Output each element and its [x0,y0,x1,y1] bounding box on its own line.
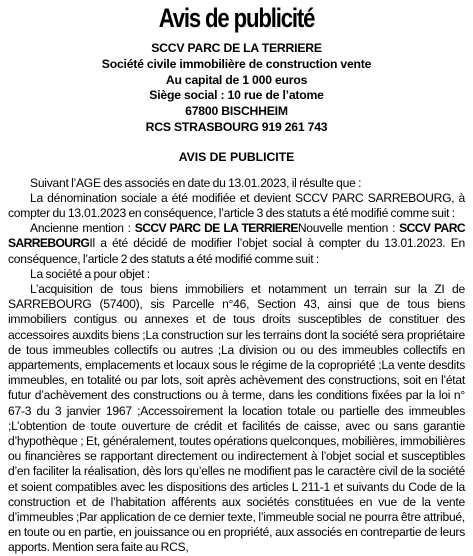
company-header [8,41,465,136]
new-mention-label: Nouvelle mention : [297,221,400,236]
notice-body [8,176,465,556]
company-name: SCCV PARC DE LA TERRIERE [151,41,322,55]
paragraph-mentions [8,221,465,267]
section-heading: AVIS DE PUBLICITE [178,149,295,164]
notice-title: Avis de publicité [158,3,315,33]
paragraph-object-details: L’acquisition de tous biens immobiliers et notamment un terrain sur la ZI de SARREBOURG (57400), sis Parcelle n°46, Section 43, ainsi que de tous biens immobiliers contigus ou annexes et de tous droits susceptibles de constituer des accessoires auxdits biens ;La construction sur les terrains dont la société sera propriétaire de tous immeubles collectifs ou autres ;La division ou ou des immeubles collectifs en appartements, emplacements et locaux sous le régime de la copropriété ;La vente desdits immeubles, en totalité ou par lots, soit après achèvement des constructions, soit en l’état futur d’achèvement des constructions ou à terme, dans les conditions fixées par la loi n° 67-3 du 3 janvier 1967 ;Accessoirement la location totale ou partielle des immeubles ;L’obtention de toute ouverture de crédit et facilités de caisse, avec ou sans garantie d’hypothèque ; Et, généralement, toutes opérations quelconques, mobilières, immobilières ou financières se rapportant directement ou indirectement à l’objet social et susceptibles d’en faciliter la réalisation, dès lors qu’elles ne modifient pas le caractère civil de la société et soient compatibles avec les dispositions des articles L 211-1 et suivants du Code de la construction et de l’habitation afférents aux sociétés constituées en vue de la vente d’immeubles ;Par application de ce dernier texte, l’immeuble social ne pourra être attribué, en toute ou en partie, en jouissance ou en propriété, aux associés en contrepartie de leurs apports. Mention sera faite au RCS, [8,282,465,555]
paragraph-age-date: Suivant l’AGE des associés en date du 13.01.2023, il résulte que : [30,175,362,190]
company-city: 67800 BISCHHEIM [185,104,288,119]
new-mention-value: SCCV PARC SARREBOURG [8,221,465,251]
company-legal-form: Société civile immobilière de construction vente [101,56,372,71]
old-mention-value: SCCV PARC DE LA TERRIERE [134,221,298,236]
company-registered-office: Siège social : 10 rue de l’atome [149,88,324,103]
paragraph-object-intro: La société a pour objet : [30,266,150,281]
object-change-text: Il a été décidé de modifier l’objet social à compter du 13.01.2023. En conséquence, l’article 2 des statuts a été modifié comme suit : [8,236,465,266]
company-rcs: RCS STRASBOURG 919 261 743 [145,119,328,134]
old-mention-label: Ancienne mention : [30,221,135,236]
paragraph-name-change: La dénomination sociale a été modifiée et devient SCCV PARC SARREBOURG, à compter du 13.01.2023 en conséquence, l’article 3 des statuts a été modifié comme suit : [8,190,465,220]
company-capital: Au capital de 1 000 euros [165,72,308,87]
